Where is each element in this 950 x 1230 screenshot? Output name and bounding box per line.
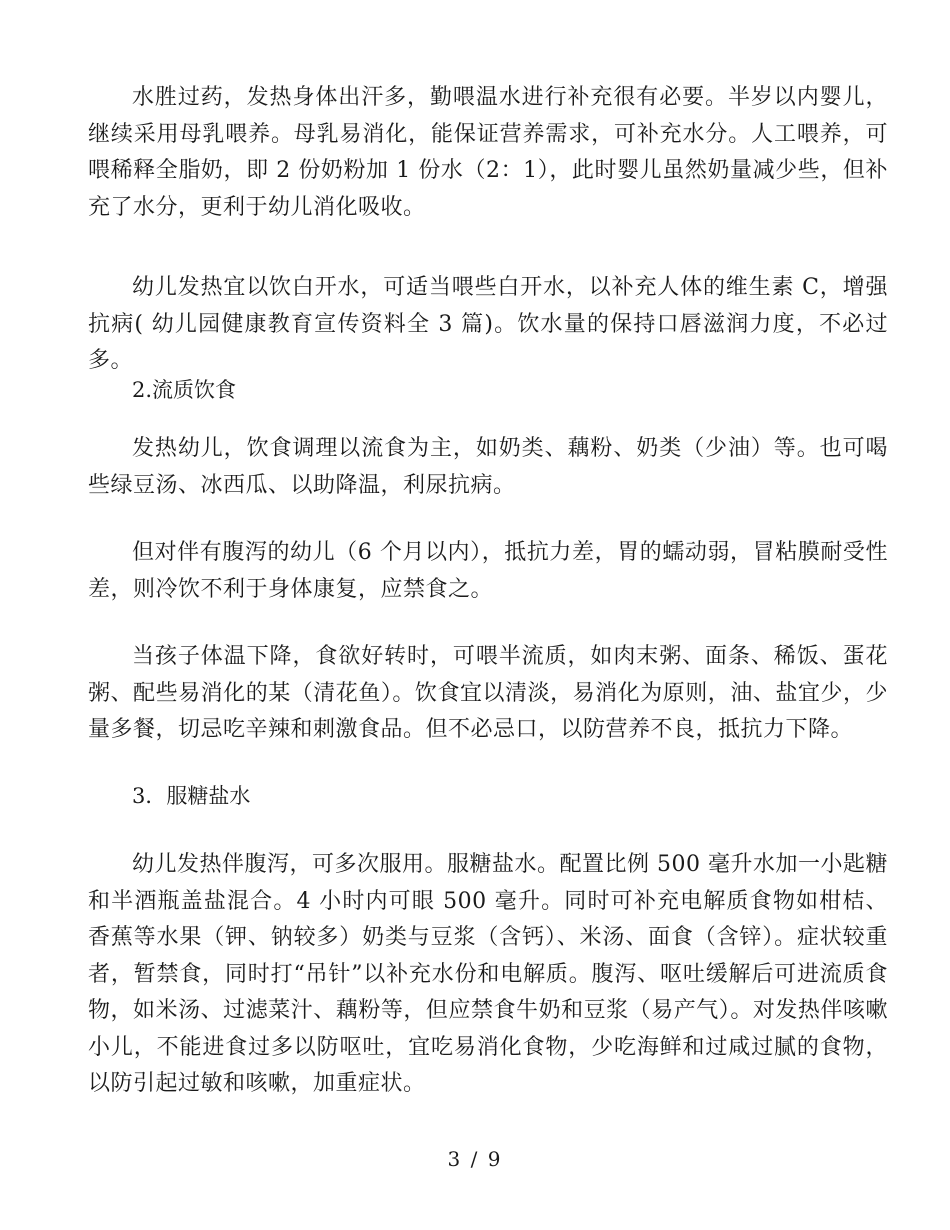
paragraph-sugar-salt-water: 幼儿发热伴腹泻，可多次服用。服糖盐水。配置比例 500 毫升水加一小匙糖和半酒瓶盖盐混合。4 小时内可眼 500 毫升。同时可补充电解质食物如柑桔、香蕉等水果（钾、钠较多）奶类与豆浆（含钙）、米汤、面食（含锌）。症状较重者，暂禁食，同时打“吊针”以补充水份和电解质。腹泻、呕吐缓解后可进流质食物，如米汤、过滤菜汁、藕粉等，但应禁食牛奶和豆浆（易产气）。对发热伴咳嗽小儿，不能进食过多以防呕吐，宜吃易消化食物，少吃海鲜和过咸过腻的食物，以防引起过敏和咳嗽，加重症状。: [88, 852, 888, 1096]
section-heading-sugar-salt-water: 3．服糖盐水: [132, 784, 251, 808]
paragraph-diarrhea-note: 但对伴有腹泻的幼儿（6 个月以内），抵抗力差，胃的蠕动弱，冒粘膜耐受性差，则冷饮不利于身体康复，应禁食之。: [88, 540, 888, 602]
paragraph-semi-liquid: 当孩子体温下降，食欲好转时，可喂半流质，如肉末粥、面条、稀饭、蛋花粥、配些易消化的某（清花鱼）。饮食宜以清淡，易消化为原则，油、盐宜少，少量多餐，切忌吃辛辣和刺激食品。但不必忌口，以防营养不良，抵抗力下降。: [88, 644, 888, 742]
paragraph-liquid-food: 发热幼儿，饮食调理以流食为主，如奶类、藕粉、奶类（少油）等。也可喝些绿豆汤、冰西瓜、以助降温，利尿抗病。: [88, 436, 888, 498]
paragraph-boiled-water: 幼儿发热宜以饮白开水，可适当喂些白开水，以补充人体的维生素 C，增强抗病( 幼儿园健康教育宣传资料全 3 篇)。饮水量的保持口唇滋润力度，不必过多。: [88, 275, 888, 373]
paragraph-water-intake: 水胜过药，发热身体出汗多，勤喂温水进行补充很有必要。半岁以内婴儿，继续采用母乳喂养。母乳易消化，能保证营养需求，可补充水分。人工喂养，可喂稀释全脂奶，即 2 份奶粉加 1 份水（2：1），此时婴儿虽然奶量减少些，但补充了水分，更利于幼儿消化吸收。: [88, 85, 888, 220]
section-heading-liquid-diet: 2.流质饮食: [132, 378, 237, 402]
page-number: 3 / 9: [447, 1147, 503, 1171]
